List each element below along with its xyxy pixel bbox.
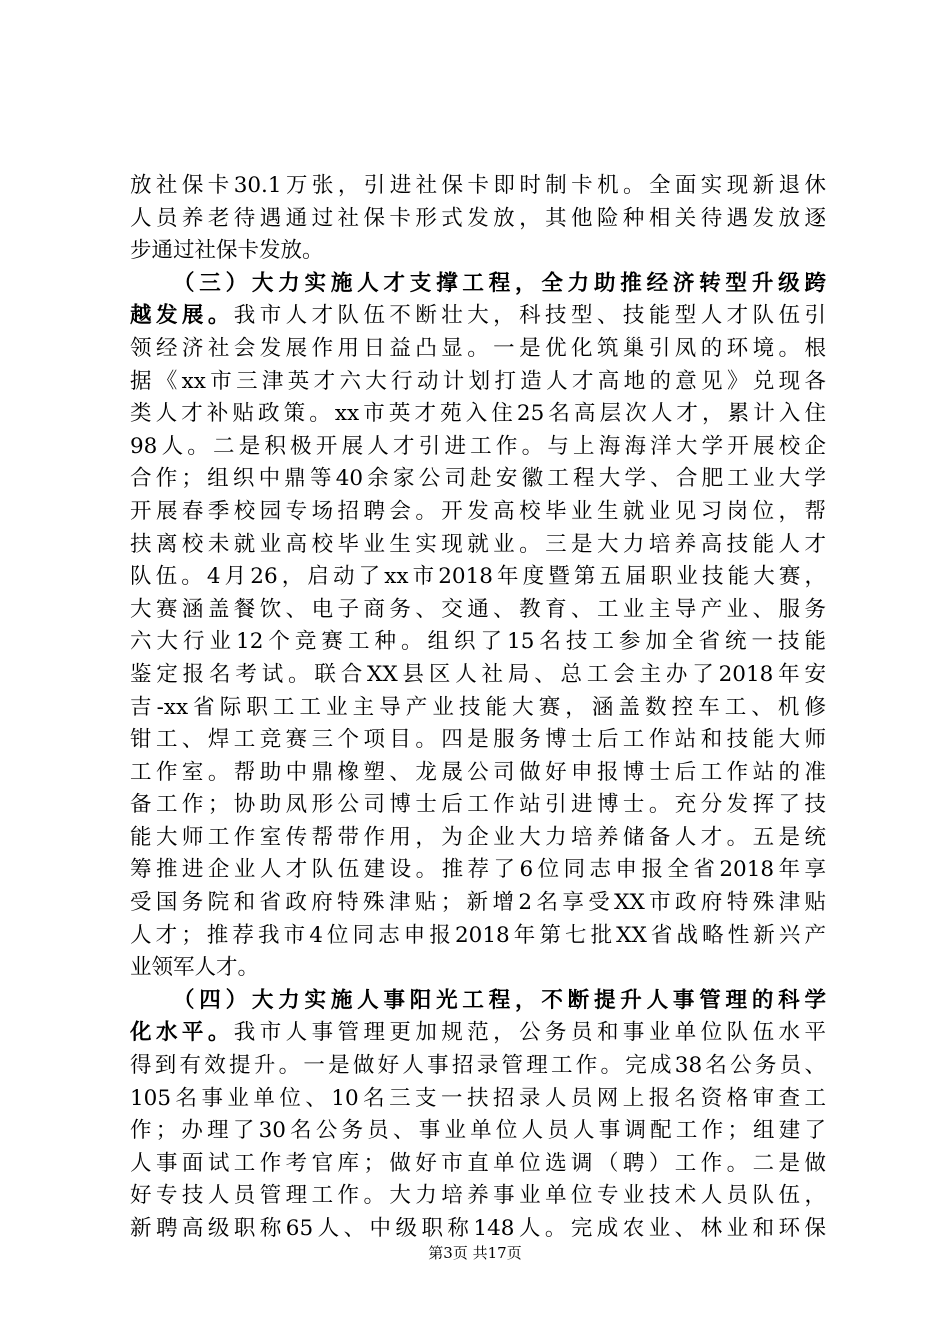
- text-line: [130, 854, 826, 887]
- paragraph-text: 我市人事管理更加规范，公务员和事业单位队伍水平: [233, 1020, 826, 1046]
- paragraph-text: 好专技人员管理工作。大力培养事业单位专业技术人员队伍，: [130, 1183, 826, 1209]
- paragraph-text: 合作；组织中鼎等40余家公司赴安徽工程大学、合肥工业大学: [130, 466, 826, 492]
- paragraph-text: 扶离校未就业高校毕业生实现就业。三是大力培养高技能人才: [130, 531, 826, 557]
- text-line: [130, 822, 826, 855]
- text-line: [130, 496, 826, 529]
- text-line: [130, 1017, 826, 1050]
- text-line: [130, 431, 826, 464]
- text-line: [130, 952, 826, 985]
- text-line: [130, 692, 826, 725]
- text-line: [130, 1115, 826, 1148]
- paragraph-text: 六大行业12个竞赛工种。组织了15名技工参加全省统一技能: [130, 629, 826, 655]
- text-line: [130, 659, 826, 692]
- page-footer: 第3页 共17页: [428, 1244, 522, 1262]
- body-text: [130, 170, 826, 1246]
- text-line: [130, 985, 826, 1018]
- text-line: [130, 1180, 826, 1213]
- text-line: [130, 561, 826, 594]
- paragraph-text: 吉-xx省际职工工业主导产业技能大赛，涵盖数控车工、机修: [130, 694, 826, 720]
- paragraph-text: 类人才补贴政策。xx市英才苑入住25名高层次人才，累计入住: [130, 401, 826, 427]
- text-line: [130, 333, 826, 366]
- text-line: [130, 594, 826, 627]
- paragraph-text: 人事面试工作考官库；做好市直单位选调（聘）工作。二是做: [130, 1150, 826, 1176]
- text-line: [130, 366, 826, 399]
- paragraph-text: 我市人才队伍不断壮大，科技型、技能型人才队伍引: [233, 303, 826, 329]
- paragraph-text: 步通过社保卡发放。: [130, 238, 324, 264]
- text-line: [130, 398, 826, 431]
- text-line: [130, 463, 826, 496]
- paragraph-text: 受国务院和省政府特殊津贴；新增2名享受XX市政府特殊津贴: [130, 890, 826, 916]
- text-line: [130, 626, 826, 659]
- text-line: [130, 300, 826, 333]
- paragraph-text: 工作室。帮助中鼎橡塑、龙晟公司做好申报博士后工作站的准: [130, 759, 826, 785]
- text-line: [130, 757, 826, 790]
- text-line: [130, 170, 826, 203]
- paragraph-text: 人员养老待遇通过社保卡形式发放，其他险种相关待遇发放逐: [130, 205, 826, 231]
- text-line: [130, 235, 826, 268]
- text-line: [130, 1050, 826, 1083]
- paragraph-text: 钳工、焊工竞赛三个项目。四是服务博士后工作站和技能大师: [130, 727, 826, 753]
- paragraph-text: 能大师工作室传帮带作用，为企业大力培养储备人才。五是统: [130, 824, 826, 850]
- paragraph-text: 放社保卡30.1万张，引进社保卡即时制卡机。全面实现新退休: [130, 173, 826, 198]
- section-heading-text: （四）大力实施人事阳光工程，不断提升人事管理的科学: [173, 987, 826, 1013]
- text-line: [130, 1083, 826, 1116]
- paragraph-text: 人才；推荐我市4位同志申报2018年第七批XX省战略性新兴产: [130, 922, 826, 948]
- text-line: [130, 789, 826, 822]
- paragraph-text: 98人。二是积极开展人才引进工作。与上海海洋大学开展校企: [130, 433, 826, 459]
- text-line: [130, 529, 826, 562]
- text-line: [130, 920, 826, 953]
- section-heading-text: 化水平。: [130, 1020, 234, 1046]
- paragraph-text: 据《xx市三津英才六大行动计划打造人才高地的意见》兑现各: [130, 368, 826, 394]
- text-line: [130, 1213, 826, 1246]
- section-heading-text: （三）大力实施人才支撑工程，全力助推经济转型升级跨: [173, 270, 826, 296]
- paragraph-text: 开展春季校园专场招聘会。开发高校毕业生就业见习岗位，帮: [130, 498, 826, 524]
- paragraph-text: 105名事业单位、10名三支一扶招录人员网上报名资格审查工: [130, 1085, 826, 1111]
- paragraph-text: 作；办理了30名公务员、事业单位人员人事调配工作；组建了: [130, 1118, 826, 1144]
- paragraph-text: 新聘高级职称65人、中级职称148人。完成农业、林业和环保: [130, 1216, 826, 1241]
- paragraph-text: 业领军人才。: [130, 955, 260, 981]
- text-line: [130, 268, 826, 301]
- paragraph-text: 大赛涵盖餐饮、电子商务、交通、教育、工业主导产业、服务: [130, 596, 826, 622]
- text-line: [130, 1148, 826, 1181]
- text-line: [130, 724, 826, 757]
- paragraph-text: 领经济社会发展作用日益凸显。一是优化筑巢引凤的环境。根: [130, 335, 826, 361]
- text-line: [130, 203, 826, 236]
- paragraph-text: 得到有效提升。一是做好人事招录管理工作。完成38名公务员、: [130, 1053, 826, 1079]
- paragraph-text: 筹推进企业人才队伍建设。推荐了6位同志申报全省2018年享: [130, 857, 826, 883]
- paragraph-text: 备工作；协助凤形公司博士后工作站引进博士。充分发挥了技: [130, 792, 826, 818]
- paragraph-text: 队伍。4月26，启动了xx市2018年度暨第五届职业技能大赛，: [130, 564, 826, 590]
- section-heading-text: 越发展。: [130, 303, 234, 329]
- text-line: [130, 887, 826, 920]
- paragraph-text: 鉴定报名考试。联合XX县区人社局、总工会主办了2018年安: [130, 661, 826, 687]
